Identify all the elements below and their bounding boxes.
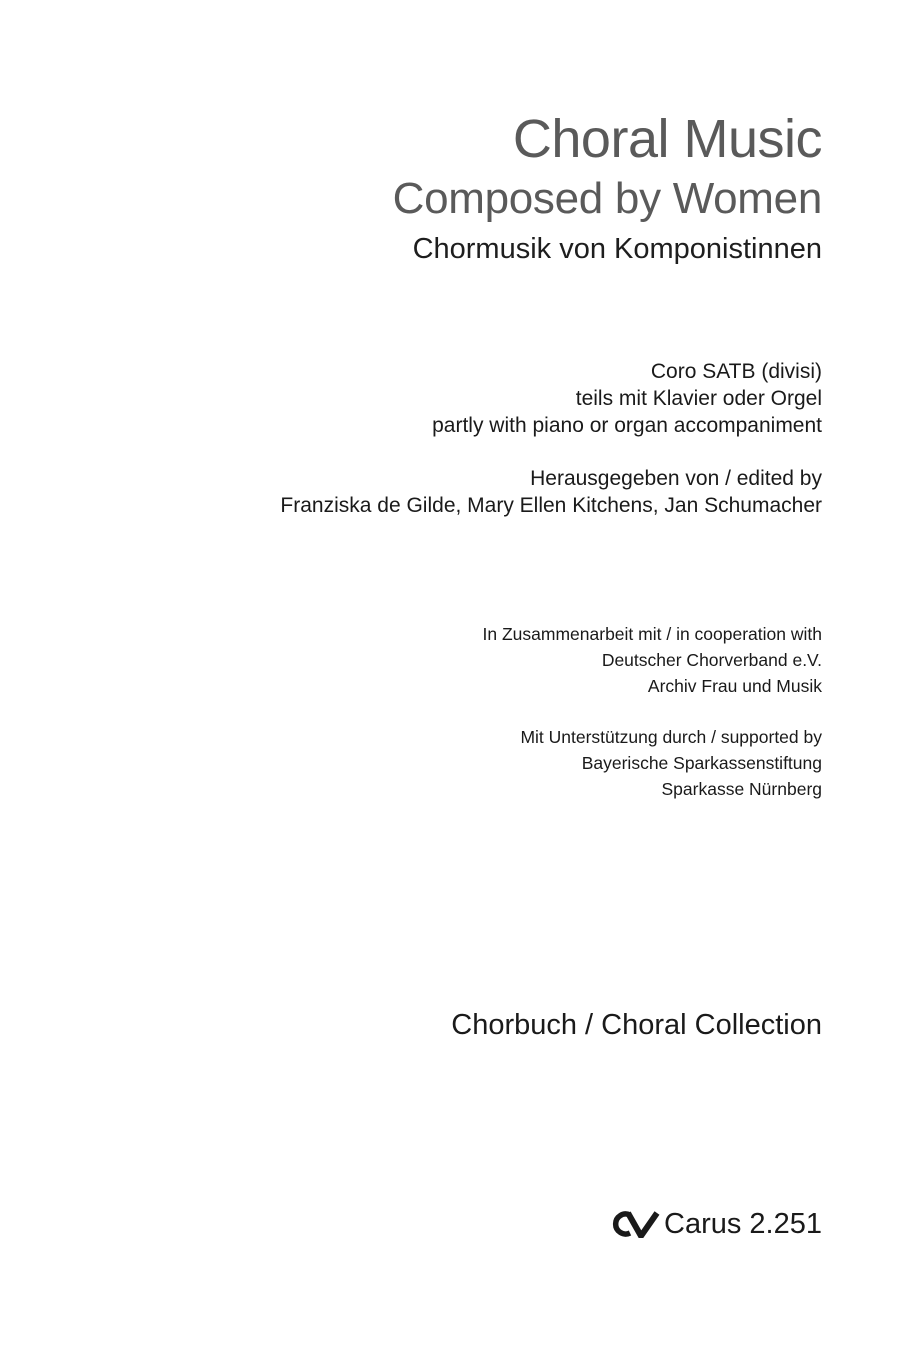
collection-label: Chorbuch / Choral Collection bbox=[451, 1009, 822, 1041]
carus-logo-icon bbox=[608, 1210, 660, 1238]
cooperation-label: In Zusammenarbeit mit / in cooperation with bbox=[482, 624, 822, 644]
scoring-line: Coro SATB (divisi) bbox=[650, 360, 822, 383]
editors-names: Franziska de Gilde, Mary Ellen Kitchens, Jan Schumacher bbox=[280, 494, 822, 517]
support-sponsor: Sparkasse Nürnberg bbox=[661, 779, 822, 799]
cooperation-block bbox=[483, 621, 822, 699]
support-sponsor: Bayerische Sparkassenstiftung bbox=[581, 753, 822, 773]
support-block bbox=[520, 724, 822, 802]
german-subtitle: Chormusik von Komponistinnen bbox=[412, 233, 822, 265]
scoring-line: teils mit Klavier oder Orgel bbox=[575, 387, 822, 410]
scoring-line: partly with piano or organ accompaniment bbox=[432, 414, 822, 437]
publisher-catalog-number: Carus 2.251 bbox=[664, 1208, 822, 1240]
publisher-imprint bbox=[608, 1204, 822, 1244]
cooperation-partner: Deutscher Chorverband e.V. bbox=[601, 650, 822, 670]
main-title: Choral Music bbox=[512, 109, 822, 169]
main-title-line-2: Composed by Women bbox=[392, 174, 822, 223]
cooperation-partner: Archiv Frau und Musik bbox=[647, 676, 822, 696]
support-label: Mit Unterstützung durch / supported by bbox=[520, 727, 822, 747]
editors-block bbox=[280, 465, 822, 519]
editors-label: Herausgegeben von / edited by bbox=[530, 467, 822, 490]
scoring-block bbox=[432, 358, 822, 439]
